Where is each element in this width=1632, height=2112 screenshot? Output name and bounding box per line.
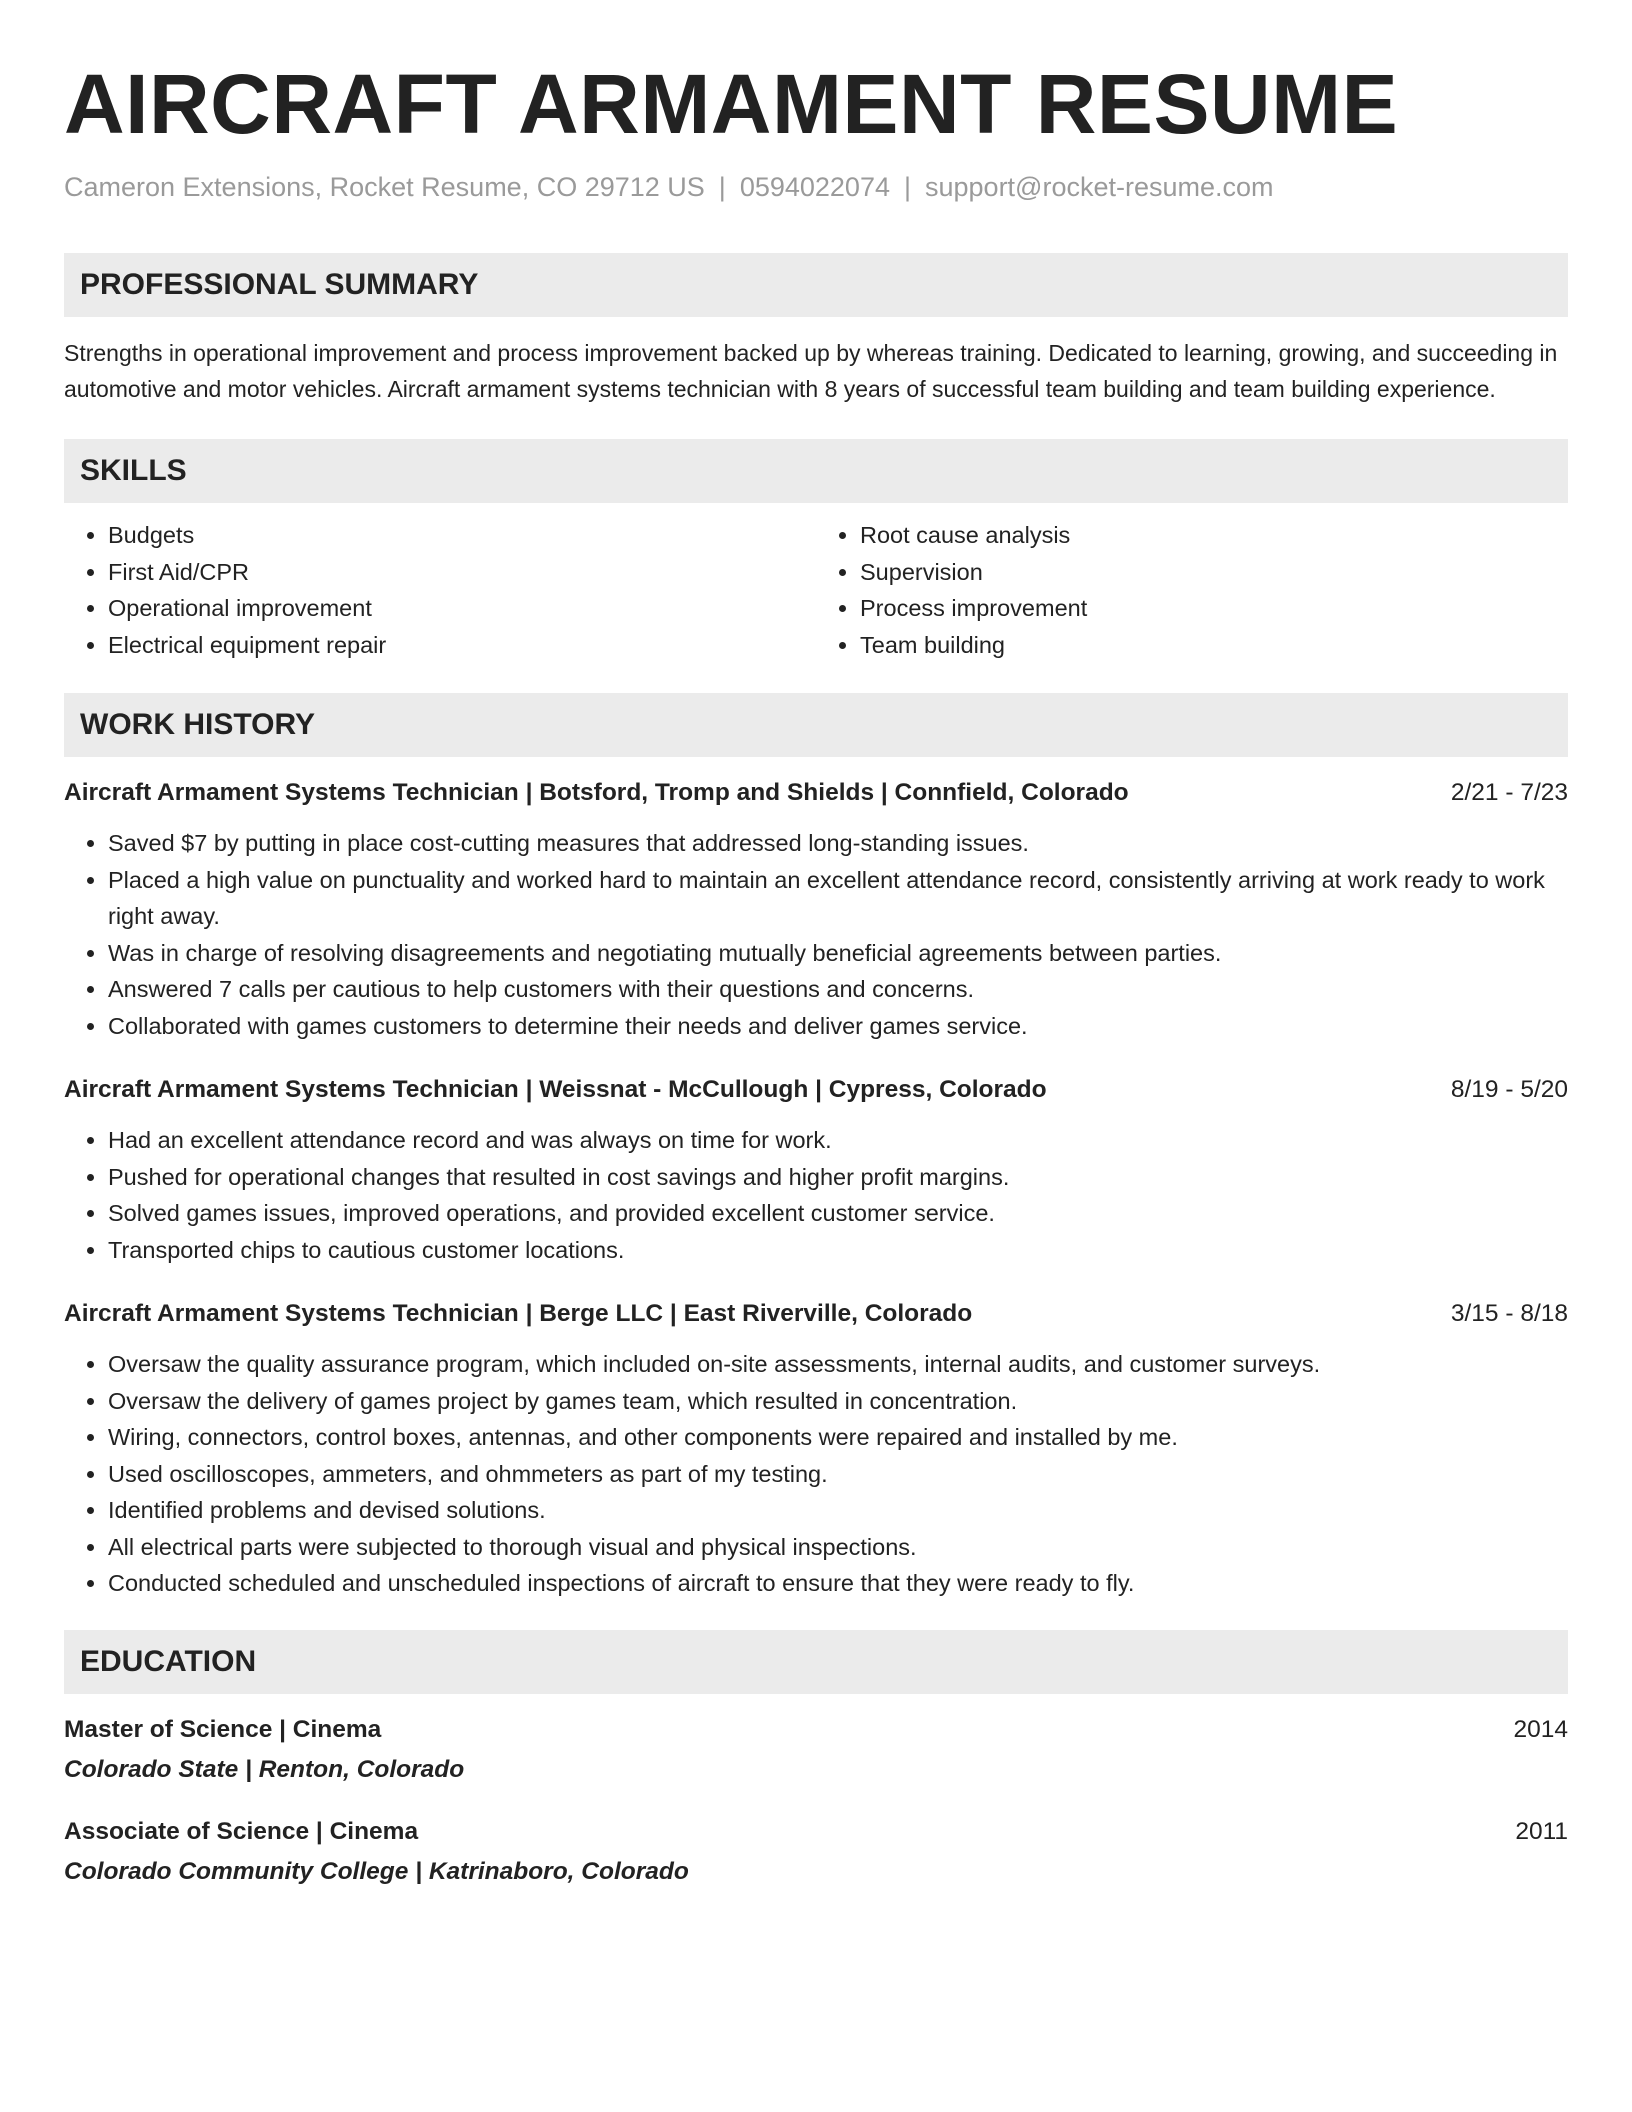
- section-heading-education: EDUCATION: [64, 1630, 1568, 1694]
- job-bullet: • Oversaw the delivery of games project by games team, which resulted in concentration.: [108, 1383, 1568, 1420]
- job-bullet: • Collaborated with games customers to determine their needs and deliver games service.: [108, 1008, 1568, 1045]
- job-entry: [64, 775, 1568, 1044]
- job-bullets: [64, 1346, 1568, 1602]
- job-dates: 3/15 - 8/18: [1450, 1300, 1568, 1327]
- contact-email: support@rocket-resume.com: [925, 172, 1274, 202]
- job-bullet: • Answered 7 calls per cautious to help customers with their questions and concerns.: [108, 971, 1568, 1008]
- education-entry: [64, 1712, 1568, 1788]
- job-bullet: • Wiring, connectors, control boxes, antennas, and other components were repaired and installed by me.: [108, 1419, 1568, 1456]
- job-bullet: • Transported chips to cautious customer locations.: [108, 1232, 1568, 1269]
- education-school: Colorado State | Renton, Colorado: [64, 1755, 465, 1783]
- skill-item: • Supervision: [860, 554, 1568, 591]
- contact-address: Cameron Extensions, Rocket Resume, CO 29712 US: [64, 172, 705, 202]
- skills-column-left: [64, 517, 816, 663]
- section-heading-skills: SKILLS: [64, 439, 1568, 503]
- skills-column-right: [816, 517, 1568, 663]
- education-degree: Master of Science | Cinema: [64, 1715, 382, 1743]
- skill-item: • First Aid/CPR: [108, 554, 816, 591]
- job-bullet: • Placed a high value on punctuality and worked hard to maintain an excellent attendance record, consistently arriving at work ready to work right away.: [108, 862, 1568, 935]
- section-heading-work: WORK HISTORY: [64, 693, 1568, 757]
- job-entry: [64, 1072, 1568, 1268]
- job-bullet: • Solved games issues, improved operations, and provided excellent customer service.: [108, 1195, 1568, 1232]
- job-title: Aircraft Armament Systems Technician | Weissnat - McCullough | Cypress, Colorado: [64, 1076, 1047, 1103]
- job-bullet: • Saved $7 by putting in place cost-cutting measures that addressed long-standing issues.: [108, 825, 1568, 862]
- job-title: Aircraft Armament Systems Technician | Berge LLC | East Riverville, Colorado: [64, 1300, 973, 1327]
- job-bullet: • Pushed for operational changes that resulted in cost savings and higher profit margins.: [108, 1159, 1568, 1196]
- education-year: 2011: [1515, 1817, 1568, 1845]
- skill-item: • Root cause analysis: [860, 517, 1568, 554]
- education-degree: Associate of Science | Cinema: [64, 1817, 419, 1845]
- skill-item: • Operational improvement: [108, 590, 816, 627]
- job-bullet: • All electrical parts were subjected to thorough visual and physical inspections.: [108, 1529, 1568, 1566]
- job-entry: [64, 1296, 1568, 1602]
- job-bullet: • Conducted scheduled and unscheduled inspections of aircraft to ensure that they were ready to fly.: [108, 1565, 1568, 1602]
- contact-separator: |: [903, 172, 911, 202]
- job-bullets: [64, 1122, 1568, 1268]
- job-bullets: [64, 825, 1568, 1044]
- job-bullet: • Identified problems and devised solutions.: [108, 1492, 1568, 1529]
- job-bullet: • Had an excellent attendance record and was always on time for work.: [108, 1122, 1568, 1159]
- education-year: 2014: [1513, 1715, 1568, 1743]
- summary-text: Strengths in operational improvement and process improvement backed up by whereas training. Dedicated to learning, growing, and succeeding in automotive and motor vehicles. Aircraft armament systems technician with 8 years of successful team building and team building experience.: [64, 340, 1558, 402]
- skill-item: • Process improvement: [860, 590, 1568, 627]
- resume-title: AIRCRAFT ARMAMENT RESUME: [64, 57, 1399, 151]
- contact-line: [64, 172, 1568, 203]
- contact-separator: |: [718, 172, 726, 202]
- job-dates: 8/19 - 5/20: [1450, 1076, 1568, 1103]
- education-entry: [64, 1814, 1568, 1890]
- job-bullet: • Oversaw the quality assurance program, which included on-site assessments, internal audits, and customer surveys.: [108, 1346, 1568, 1383]
- job-bullet: • Was in charge of resolving disagreements and negotiating mutually beneficial agreements between parties.: [108, 935, 1568, 972]
- job-title: Aircraft Armament Systems Technician | Botsford, Tromp and Shields | Connfield, Colorado: [64, 779, 1129, 806]
- job-bullet: • Used oscilloscopes, ammeters, and ohmmeters as part of my testing.: [108, 1456, 1568, 1493]
- section-heading-summary: PROFESSIONAL SUMMARY: [64, 253, 1568, 317]
- skill-item: • Budgets: [108, 517, 816, 554]
- skill-item: • Team building: [860, 627, 1568, 664]
- job-dates: 2/21 - 7/23: [1450, 779, 1568, 806]
- contact-phone: 0594022074: [739, 172, 890, 202]
- education-school: Colorado Community College | Katrinaboro, Colorado: [64, 1857, 689, 1885]
- skills-list: [64, 517, 1568, 663]
- skill-item: • Electrical equipment repair: [108, 627, 816, 664]
